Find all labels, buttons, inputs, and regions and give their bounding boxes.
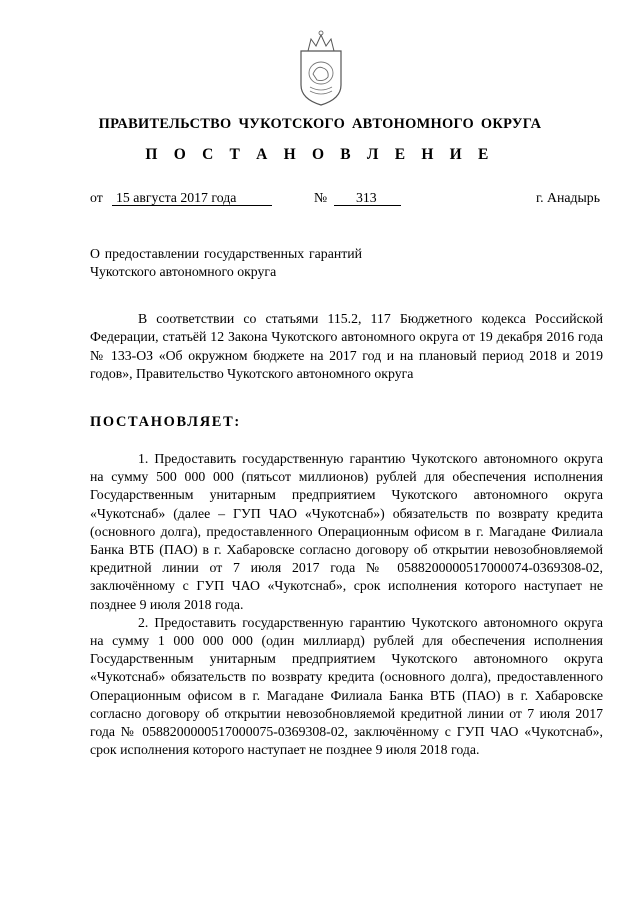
date-field xyxy=(112,190,272,206)
number-label: № xyxy=(314,190,328,205)
preamble: В соответствии со статьями 115.2, 117 Бюджетного кодекса Российской Федерации, статьёй 12 Закона Чукотского автономного округа от 19 декабря 2016 года № 133-ОЗ «Об окружном бюджете на 2017 год и на плановый период 2018 и 2019 годов», Правительство Чукотского автономного округа xyxy=(90,311,603,382)
resolution-item-2: 2. Предоставить государственную гарантию Чукотского автономного округа на сумму 1 000 000 000 (один миллиард) рублей для обеспечения исполнения Государственным унитарным предприятием Чукотского автономного округа «Чукотснаб» обязательств по возврату кредита (основного долга), предоставленного Операционным офисом в г. Магадане Филиала Банка ВТБ (ПАО) в г. Хабаровске согласно договору об открытии невозобновляемой кредитной линии от 7 июля 2017 года № 0588200000517000075-0369308-02, заключённому с ГУП ЧАО «Чукотснаб», срок исполнения которого наступает не позднее 9 июля 2018 года. xyxy=(90,614,603,758)
government-title: ПРАВИТЕЛЬСТВО ЧУКОТСКОГО АВТОНОМНОГО ОКРУГА xyxy=(98,116,542,132)
coat-of-arms-icon xyxy=(298,27,344,107)
number-field xyxy=(334,190,401,206)
document-type: П О С Т А Н О В Л Е Н И Е xyxy=(145,146,495,163)
resolves-heading: ПОСТАНОВЛЯЕТ: xyxy=(90,414,241,430)
resolution-items xyxy=(90,450,603,759)
from-label: от xyxy=(90,190,103,205)
city: г. Анадырь xyxy=(536,190,600,205)
document-date: 15 августа 2017 года xyxy=(112,190,272,206)
document-subject: О предоставлении государственных гарантий Чукотского автономного округа xyxy=(90,246,362,279)
resolution-item-1: 1. Предоставить государственную гарантию Чукотского автономного округа на сумму 500 000 000 (пятьсот миллионов) рублей для обеспечения исполнения Государственным унитарным предприятием Чукотского автономного округа «Чукотснаб» (далее – ГУП ЧАО «Чукотснаб») обязательств по возврату кредита (основного долга), предоставленного Операционным офисом в г. Магадане Филиала Банка ВТБ (ПАО) в г. Хабаровске согласно договору об открытии невозобновляемой кредитной линии от 7 июля 2017 года № 0588200000517000074-0369308-02, заключённому с ГУП ЧАО «Чукотснаб», срок исполнения которого наступает не позднее 9 июля 2018 года. xyxy=(90,451,603,612)
document-number: 313 xyxy=(334,190,401,206)
document-meta xyxy=(90,190,600,210)
